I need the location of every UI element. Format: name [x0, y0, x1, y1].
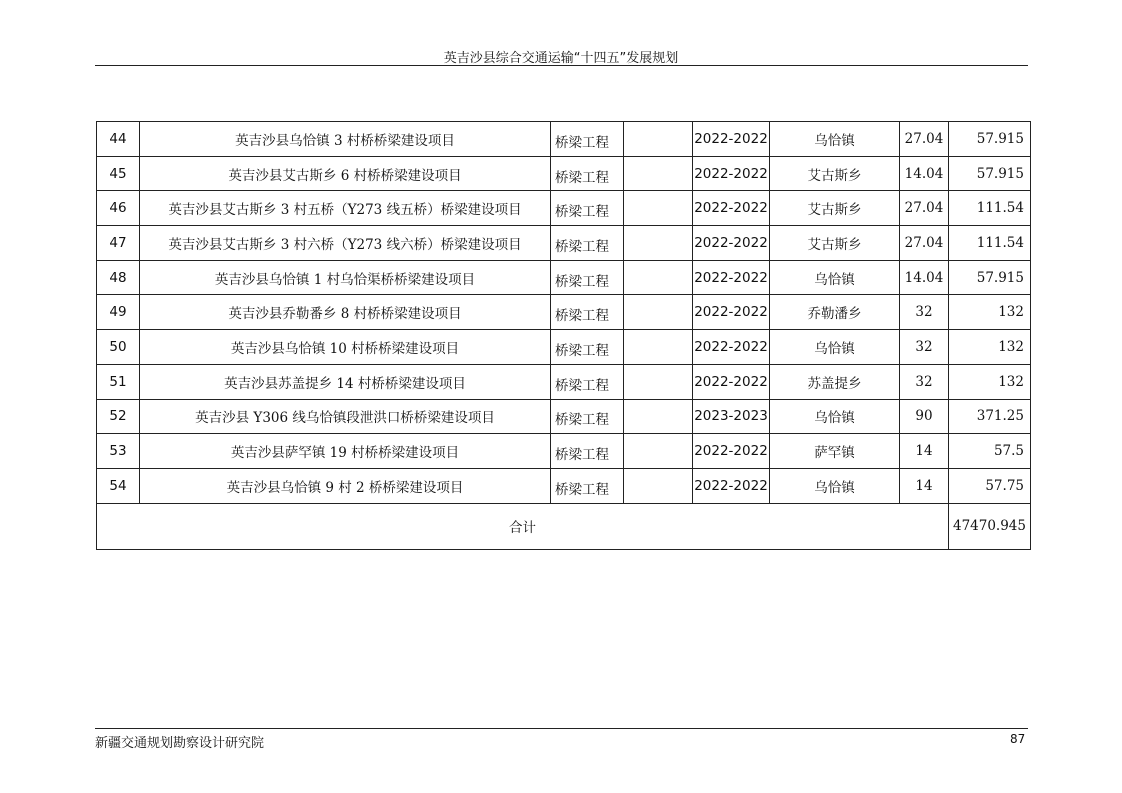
project-name-cell: 英吉沙县乔勒番乡 8 村桥桥梁建设项目	[140, 295, 551, 330]
investment-cell: 57.915	[949, 260, 1031, 295]
project-category-cell: 桥梁工程	[551, 226, 624, 261]
township-cell: 乌恰镇	[770, 330, 900, 365]
project-name-cell: 英吉沙县萨罕镇 19 村桥桥梁建设项目	[140, 434, 551, 469]
empty-cell-cell	[624, 434, 693, 469]
page-header-title: 英吉沙县综合交通运输“十四五”发展规划	[443, 51, 679, 66]
township-cell: 乌恰镇	[770, 399, 900, 434]
project-name-cell: 英吉沙县乌恰镇 3 村桥桥梁建设项目	[140, 122, 551, 157]
row-number-cell: 54	[97, 468, 140, 503]
table-row	[97, 468, 1031, 503]
project-category-cell: 桥梁工程	[551, 191, 624, 226]
bridge-length-cell: 14	[900, 468, 949, 503]
empty-cell-cell	[624, 156, 693, 191]
bridge-length-cell: 90	[900, 399, 949, 434]
table-row	[97, 364, 1031, 399]
investment-cell: 57.5	[949, 434, 1031, 469]
page-number: 87	[1010, 732, 1026, 746]
construction-years-cell: 2022-2022	[693, 295, 770, 330]
township-cell: 萨罕镇	[770, 434, 900, 469]
project-category-cell: 桥梁工程	[551, 295, 624, 330]
township-cell: 乌恰镇	[770, 468, 900, 503]
bridge-length-cell: 32	[900, 330, 949, 365]
row-number-cell: 49	[97, 295, 140, 330]
construction-years-cell: 2022-2022	[693, 434, 770, 469]
construction-years-cell: 2022-2022	[693, 122, 770, 157]
project-category-cell: 桥梁工程	[551, 260, 624, 295]
bridge-length-cell: 27.04	[900, 122, 949, 157]
project-name-cell: 英吉沙县乌恰镇 1 村乌恰渠桥桥梁建设项目	[140, 260, 551, 295]
project-name-cell: 英吉沙县乌恰镇 10 村桥桥梁建设项目	[140, 330, 551, 365]
construction-years-cell: 2023-2023	[693, 399, 770, 434]
construction-years-cell: 2022-2022	[693, 191, 770, 226]
construction-years-cell: 2022-2022	[693, 260, 770, 295]
row-number-cell: 50	[97, 330, 140, 365]
table-row	[97, 226, 1031, 261]
township-cell: 艾古斯乡	[770, 156, 900, 191]
project-table-body	[97, 122, 1031, 550]
empty-cell-cell	[624, 260, 693, 295]
empty-cell-cell	[624, 295, 693, 330]
bridge-length-cell: 32	[900, 295, 949, 330]
bridge-length-cell: 27.04	[900, 226, 949, 261]
investment-cell: 57.915	[949, 156, 1031, 191]
project-category-cell: 桥梁工程	[551, 122, 624, 157]
row-number-cell: 48	[97, 260, 140, 295]
project-table	[96, 121, 1031, 550]
footer-organization: 新疆交通规划勘察设计研究院	[95, 736, 265, 751]
project-name-cell: 英吉沙县艾古斯乡 3 村五桥（Y273 线五桥）桥梁建设项目	[140, 191, 551, 226]
row-number-cell: 47	[97, 226, 140, 261]
investment-cell: 57.75	[949, 468, 1031, 503]
empty-cell-cell	[624, 399, 693, 434]
investment-cell: 111.54	[949, 191, 1031, 226]
empty-cell-cell	[624, 191, 693, 226]
investment-cell: 57.915	[949, 122, 1031, 157]
project-category-cell: 桥梁工程	[551, 330, 624, 365]
row-number-cell: 52	[97, 399, 140, 434]
project-category-cell: 桥梁工程	[551, 399, 624, 434]
investment-cell: 132	[949, 330, 1031, 365]
total-row	[97, 503, 1031, 549]
project-name-cell: 英吉沙县艾古斯乡 3 村六桥（Y273 线六桥）桥梁建设项目	[140, 226, 551, 261]
township-cell: 艾古斯乡	[770, 226, 900, 261]
construction-years-cell: 2022-2022	[693, 226, 770, 261]
table-row	[97, 295, 1031, 330]
table-row	[97, 434, 1031, 469]
total-label: 合计	[97, 503, 949, 549]
table-row	[97, 122, 1031, 157]
bridge-length-cell: 14	[900, 434, 949, 469]
investment-cell: 111.54	[949, 226, 1031, 261]
row-number-cell: 53	[97, 434, 140, 469]
construction-years-cell: 2022-2022	[693, 156, 770, 191]
project-name-cell: 英吉沙县苏盖提乡 14 村桥桥梁建设项目	[140, 364, 551, 399]
empty-cell-cell	[624, 226, 693, 261]
row-number-cell: 44	[97, 122, 140, 157]
bridge-length-cell: 27.04	[900, 191, 949, 226]
project-category-cell: 桥梁工程	[551, 364, 624, 399]
bridge-length-cell: 14.04	[900, 260, 949, 295]
construction-years-cell: 2022-2022	[693, 468, 770, 503]
table-row	[97, 330, 1031, 365]
empty-cell-cell	[624, 122, 693, 157]
investment-cell: 371.25	[949, 399, 1031, 434]
row-number-cell: 45	[97, 156, 140, 191]
township-cell: 苏盖提乡	[770, 364, 900, 399]
project-category-cell: 桥梁工程	[551, 156, 624, 191]
table-row	[97, 156, 1031, 191]
bridge-length-cell: 32	[900, 364, 949, 399]
investment-cell: 132	[949, 295, 1031, 330]
investment-cell: 132	[949, 364, 1031, 399]
construction-years-cell: 2022-2022	[693, 364, 770, 399]
construction-years-cell: 2022-2022	[693, 330, 770, 365]
footer-divider	[95, 728, 1028, 729]
township-cell: 艾古斯乡	[770, 191, 900, 226]
header-divider	[95, 65, 1028, 66]
table-row	[97, 260, 1031, 295]
empty-cell-cell	[624, 468, 693, 503]
project-category-cell: 桥梁工程	[551, 468, 624, 503]
empty-cell-cell	[624, 330, 693, 365]
project-name-cell: 英吉沙县乌恰镇 9 村 2 桥桥梁建设项目	[140, 468, 551, 503]
township-cell: 乌恰镇	[770, 260, 900, 295]
table-row	[97, 399, 1031, 434]
total-value: 47470.945	[949, 503, 1031, 549]
bridge-length-cell: 14.04	[900, 156, 949, 191]
project-name-cell: 英吉沙县艾古斯乡 6 村桥桥梁建设项目	[140, 156, 551, 191]
row-number-cell: 51	[97, 364, 140, 399]
row-number-cell: 46	[97, 191, 140, 226]
township-cell: 乔勒潘乡	[770, 295, 900, 330]
project-category-cell: 桥梁工程	[551, 434, 624, 469]
empty-cell-cell	[624, 364, 693, 399]
table-row	[97, 191, 1031, 226]
project-name-cell: 英吉沙县 Y306 线乌恰镇段泄洪口桥桥梁建设项目	[140, 399, 551, 434]
township-cell: 乌恰镇	[770, 122, 900, 157]
